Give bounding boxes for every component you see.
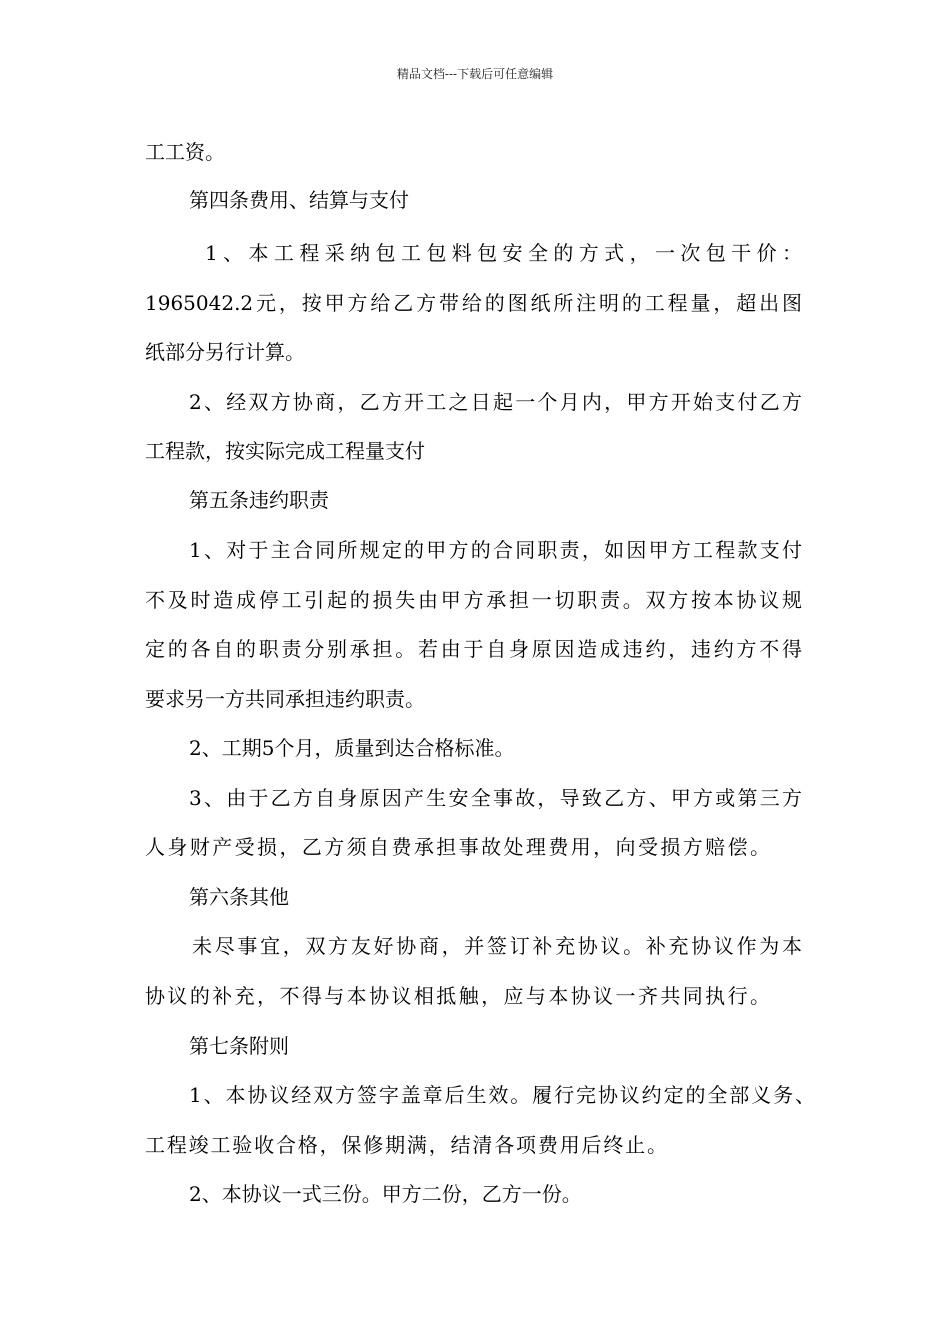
body-line: 3、由于乙方自身原因产生安全事故，导致乙方、甲方或第三方 <box>189 786 802 810</box>
body-line: 工程款，按实际完成工程量支付 <box>145 439 425 463</box>
page-header: 精品文档---下载后可任意编辑 <box>396 67 554 81</box>
body-line: 工程竣工验收合格，保修期满，结清各项费用后终止。 <box>145 1133 667 1157</box>
body-line: 协议的补充，不得与本协议相抵触，应与本协议一齐共同执行。 <box>145 984 770 1008</box>
body-line: 1965042.2元，按甲方给乙方带给的图纸所注明的工程量，超出图 <box>145 291 802 315</box>
section-heading: 第五条违约职责 <box>189 488 329 512</box>
body-line: 1、本工程采纳包工包料包安全的方式，一次包干价： <box>205 241 802 265</box>
body-line: 1、对于主合同所规定的甲方的合同职责，如因甲方工程款支付 <box>189 538 802 562</box>
body-line: 2、本协议一式三份。甲方二份，乙方一份。 <box>189 1182 582 1206</box>
body-line: 2、经双方协商，乙方开工之日起一个月内，甲方开始支付乙方 <box>189 390 802 414</box>
section-heading: 第四条费用、结算与支付 <box>189 188 409 212</box>
section-heading: 第七条附则 <box>189 1034 289 1058</box>
body-line: 1、本协议经双方签字盖章后生效。履行完协议约定的全部义务、 <box>189 1083 815 1107</box>
section-heading: 第六条其他 <box>189 885 289 909</box>
body-line: 定的各自的职责分别承担。若由于自身原因造成违约，违约方不得 <box>145 637 802 661</box>
body-line: 未尽事宜，双方友好协商，并签订补充协议。补充协议作为本 <box>192 934 802 958</box>
body-line: 2、工期5个月，质量到达合格标准。 <box>189 736 515 760</box>
body-line: 不及时造成停工引起的损失由甲方承担一切职责。双方按本协议规 <box>145 588 802 612</box>
body-line: 纸部分另行计算。 <box>145 340 305 364</box>
body-line: 人身财产受损，乙方须自费承担事故处理费用，向受损方赔偿。 <box>145 835 770 859</box>
body-line: 工工资。 <box>145 140 225 164</box>
body-line: 要求另一方共同承担违约职责。 <box>145 687 425 711</box>
